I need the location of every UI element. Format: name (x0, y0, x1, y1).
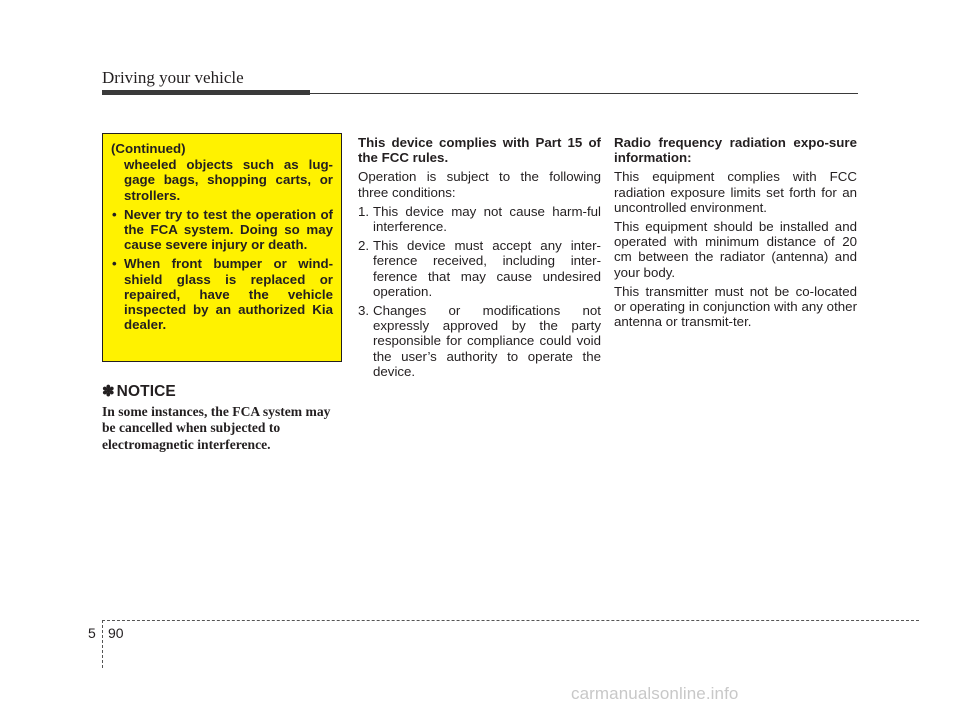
fcc-condition-number: 1. (358, 203, 370, 219)
rf-paragraph: This equipment complies with FCC radiation exposure limits set forth for an uncontrolled environment. (614, 169, 857, 215)
warning-bullet-text: Never try to test the operation of the FCA system. Doing so may cause severe injury or death. (124, 206, 333, 253)
watermark-link[interactable]: carmanualsonline.info (571, 684, 739, 703)
header-rule-thick (102, 90, 310, 95)
fcc-column (358, 135, 601, 383)
header-rule-thin (310, 93, 858, 94)
page-header-title: Driving your vehicle (102, 68, 244, 87)
rf-paragraph: This equipment should be installed and operated with minimum distance of 20 cm between the radiator (antenna) and your body. (614, 219, 857, 280)
warning-box (102, 133, 342, 362)
notice-heading (102, 382, 176, 401)
fcc-condition-number: 2. (358, 238, 370, 254)
notice-body: In some instances, the FCA system may be cancelled when subjected to electromagnetic interference. (102, 404, 331, 452)
footer-divider (102, 620, 103, 668)
rf-heading: Radio frequency radiation expo-sure information: (614, 135, 857, 166)
fcc-heading: This device complies with Part 15 of the FCC rules. (358, 135, 601, 166)
fcc-condition-item (358, 303, 601, 379)
fcc-condition-item (358, 204, 601, 234)
fcc-condition-text: This device may not cause harm-ful interference. (373, 203, 601, 235)
footer-rule (102, 620, 919, 621)
warning-bullet (111, 207, 333, 253)
fcc-condition-text: This device must accept any inter-ference received, including inter-ference that may cause undesired operation. (373, 238, 601, 299)
notice-star-icon: ✽ (102, 383, 115, 400)
rf-column (614, 135, 857, 333)
chapter-number: 5 (88, 625, 96, 641)
notice-title-text: NOTICE (116, 383, 176, 400)
fcc-condition-item (358, 238, 601, 299)
bullet-icon: • (112, 256, 117, 272)
fcc-intro: Operation is subject to the following three conditions: (358, 169, 601, 200)
fcc-condition-number: 3. (358, 303, 370, 319)
warning-continued-label: (Continued) (111, 141, 186, 156)
fcc-condition-text: Changes or modifications not expressly approved by the party responsible for compliance could void the user’s authority to operate the device. (373, 303, 601, 379)
warning-bullet (111, 256, 333, 332)
rf-paragraph: This transmitter must not be co-located or operating in conjunction with any other antenna or transmit-ter. (614, 283, 857, 330)
warning-bullet-text: When front bumper or wind-shield glass is replaced or repaired, have the vehicle inspected by an authorized Kia dealer. (124, 256, 333, 333)
warning-paragraph: wheeled objects such as lug-gage bags, shopping carts, or strollers. (124, 157, 333, 203)
bullet-icon: • (112, 206, 117, 222)
page-number: 90 (108, 625, 124, 641)
